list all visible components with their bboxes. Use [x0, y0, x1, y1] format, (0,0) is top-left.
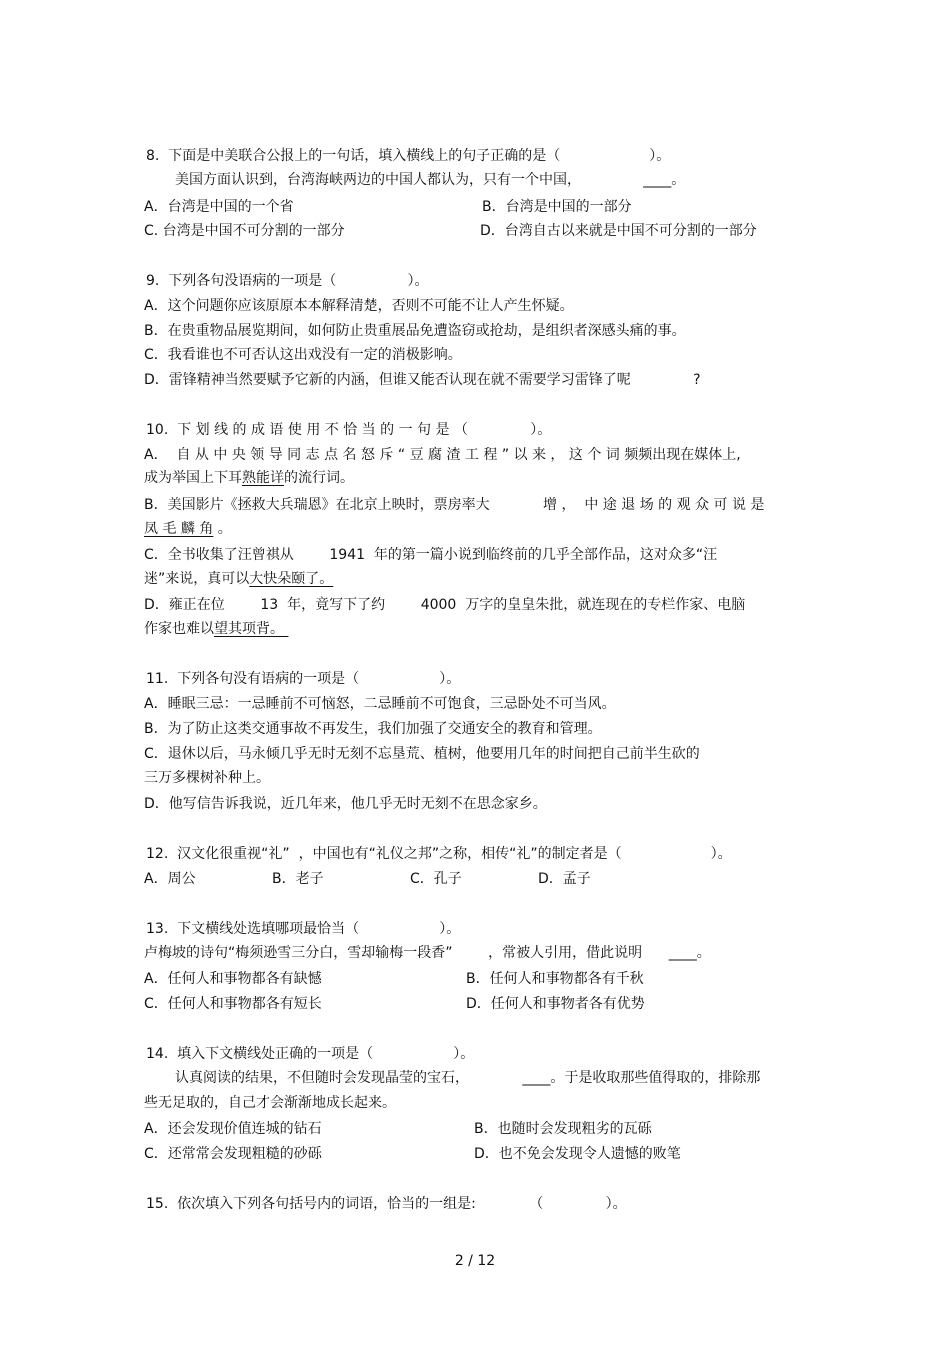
q13-stem: 13. 下文横线处选填哪项最恰当（ ）。	[146, 921, 461, 937]
q8-option-a: A．台湾是中国的一个省	[144, 199, 294, 215]
q10-option-d-line1: D．雍正在位 13 年，竟写下了约 4000 万字的皇皇朱批，就连现在的专栏作家、电脑	[144, 597, 746, 613]
q8-quote: 美国方面认识到，台湾海峡两边的中国人都认为，只有一个中国， ____。	[175, 172, 686, 188]
q13-option-d: D．任何人和事物者各有优势	[466, 996, 645, 1012]
q10-option-a-line1: A． 自 从 中 央 领 导 同 志 点 名 怒 斥 “ 豆 腐 渣 工 程 ” 以 来 ， 这 个 词 频频出现在媒体上,	[144, 447, 741, 463]
q10-a-text-end: 的流行词。	[284, 470, 354, 486]
q10-a-text: 成为举国上下耳	[144, 470, 242, 486]
q12-stem: 12. 汉文化很重视“礼” ，中国也有“礼仪之邦”之称，相传“礼”的制定者是（ ）。	[146, 846, 732, 862]
q14-quote-line2: 些无足取的，自己才会渐渐地成长起来。	[144, 1095, 396, 1111]
q10-d-idiom: 望其项背。	[214, 621, 289, 637]
q10-b-idiom: 凤 毛 麟 角	[144, 521, 214, 537]
q10-d-text: 作家也难以	[144, 621, 214, 637]
q11-stem: 11. 下列各句没有语病的一项是（ ）。	[146, 671, 461, 687]
q12-option-d: D．孟子	[538, 871, 591, 887]
q11-option-d: D．他写信告诉我说，近几年来，他几乎无时无刻不在思念家乡。	[144, 796, 547, 812]
q10-option-c-line1: C．全书收集了汪曾祺从 1941 年的第一篇小说到临终前的几乎全部作品，这对众多“汪	[144, 547, 718, 563]
q12-option-a: A．周公	[144, 871, 196, 887]
q10-option-b-line2	[144, 520, 232, 538]
q14-option-d: D．也不免会发现令人遗憾的败笔	[474, 1146, 681, 1162]
q11-option-b: B．为了防止这类交通事故不再发生，我们加强了交通安全的教育和管理。	[144, 721, 602, 737]
q13-quote: 卢梅坡的诗句“梅须逊雪三分白，雪却输梅一段香” ，常被人引用，借此说明 ____。	[144, 945, 711, 961]
q10-c-idiom: 大快朵颐了。	[249, 571, 334, 587]
q14-stem: 14. 填入下文横线处正确的一项是（ ）。	[146, 1046, 475, 1062]
q9-option-c: C．我看谁也不可否认这出戏没有一定的消极影响。	[144, 347, 462, 363]
q14-option-b: B．也随时会发现粗劣的瓦砾	[474, 1121, 652, 1137]
q14-quote-line1: 认真阅读的结果，不但随时会发现晶莹的宝石， ____。于是收取那些值得取的，排除那	[175, 1070, 761, 1086]
q8-option-d: D．台湾自古以来就是中国不可分割的一部分	[480, 223, 757, 239]
q10-a-idiom: 熟能详	[242, 470, 284, 486]
q8-stem: 8. 下面是中美联合公报上的一句话，填入横线上的句子正确的是（ ）。	[146, 148, 671, 164]
q10-b-text-end: 。	[213, 521, 232, 537]
q14-option-a: A．还会发现价值连城的钻石	[144, 1121, 322, 1137]
q12-option-c: C．孔子	[410, 871, 462, 887]
q10-option-d-line2	[144, 620, 288, 638]
q10-option-a-line2	[144, 469, 354, 487]
q13-option-a: A．任何人和事物都各有缺憾	[144, 971, 322, 987]
q8-option-b: B．台湾是中国的一部分	[482, 199, 632, 215]
q11-option-a: A．睡眠三忌：一忌睡前不可恼怒，二忌睡前不可饱食，三忌卧处不可当风。	[144, 696, 616, 712]
q9-stem: 9. 下列各句没语病的一项是（ ）。	[146, 273, 429, 289]
q10-option-b-line1: B．美国影片《拯救大兵瑞恩》在北京上映时，票房率大 增 ， 中 途 退 场 的 观 众 可 说 是	[144, 497, 765, 513]
q15-stem: 15. 依次填入下列各句括号内的词语，恰当的一组是: （ ）。	[146, 1196, 627, 1212]
q12-option-b: B．老子	[272, 871, 324, 887]
q13-option-b: B．任何人和事物都各有千秋	[466, 971, 644, 987]
q10-c-text: 迷”来说，真可以	[144, 571, 250, 587]
q10-stem: 10. 下 划 线 的 成 语 使 用 不 恰 当 的 一 句 是 （ ）。	[146, 422, 552, 438]
q11-option-c-line1: C．退休以后，马永倾几乎无时无刻不忘垦荒、植树，他要用几年的时间把自己前半生砍的	[144, 746, 700, 762]
q10-option-c-line2	[144, 570, 333, 588]
q13-option-c: C．任何人和事物都各有短长	[144, 996, 322, 1012]
q14-option-c: C．还常常会发现粗糙的砂砾	[144, 1146, 322, 1162]
q9-option-d: D．雷锋精神当然要赋予它新的内涵，但谁又能否认现在就不需要学习雷锋了呢 ?	[144, 372, 701, 388]
q9-option-b: B．在贵重物品展览期间，如何防止贵重展品免遭盗窃或抢劫，是组织者深感头痛的事。	[144, 323, 686, 339]
q11-option-c-line2: 三万多棵树补种上。	[144, 770, 270, 786]
page-number: 2 / 12	[454, 1253, 496, 1269]
q8-option-c: C. 台湾是中国不可分割的一部分	[144, 223, 345, 239]
q9-option-a: A．这个问题你应该原原本本解释清楚，否则不可能不让人产生怀疑。	[144, 298, 574, 314]
